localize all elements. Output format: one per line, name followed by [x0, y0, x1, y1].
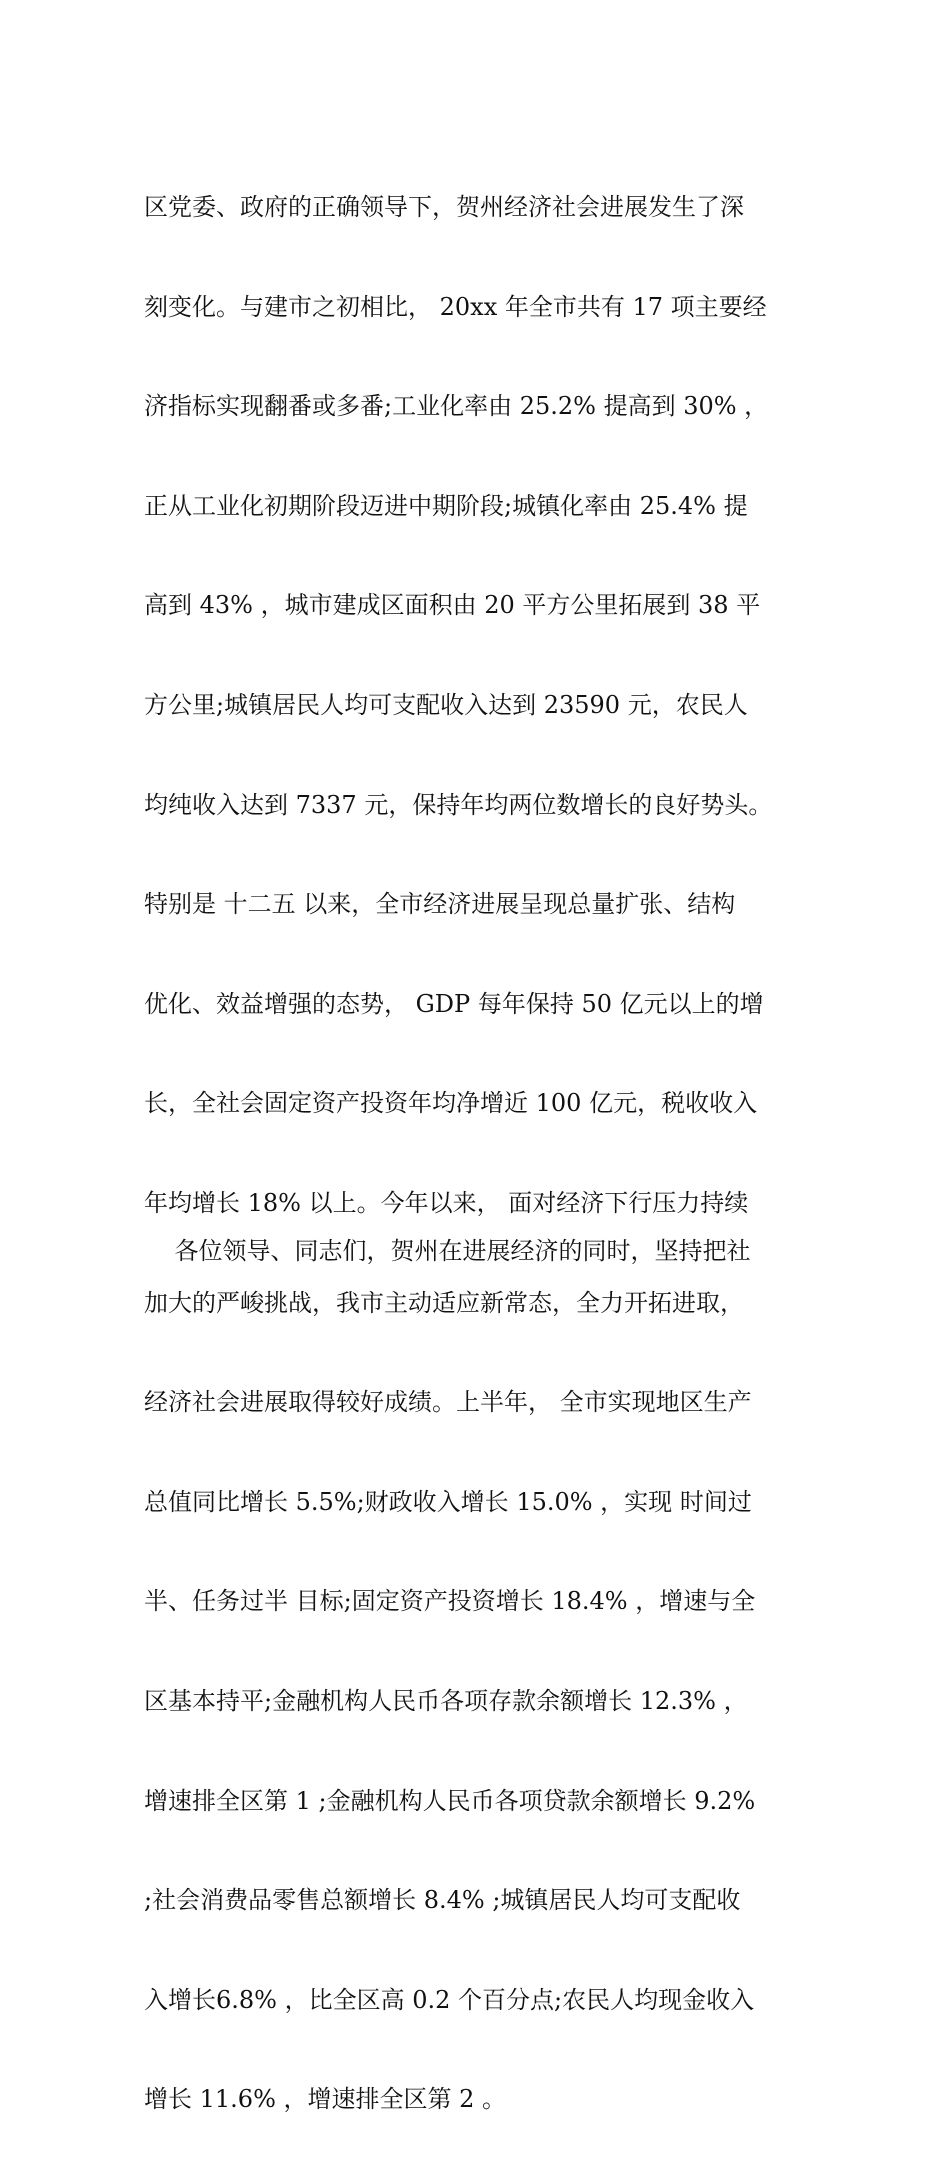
text-line: 区党委、政府的正确领导下，贺州经济社会进展发生了深 [144, 193, 744, 221]
body-paragraph [144, 1174, 824, 1330]
text-line: 刻变化。与建市之初相比， 20xx 年全市共有 17 项主要经 [144, 292, 767, 321]
text-line: 年均增长 18% 以上。今年以来， 面对经济下行压力持续 [144, 1188, 749, 1217]
text-line: ;社会消费品零售总额增长 8.4% ;城镇居民人均可支配收 [144, 1886, 741, 1915]
text-line: 特别是 十二五 以来，全市经济进展呈现总量扩张、结构 [144, 890, 736, 919]
text-line: 优化、效益增强的态势， GDP 每年保持 50 亿元以上的增 [144, 989, 764, 1018]
text-line: 高到 43% ，城市建成区面积由 20 平方公里拓展到 38 平 [144, 591, 761, 620]
text-line: 济指标实现翻番或多番;工业化率由 25.2% 提高到 30% ， [144, 392, 769, 421]
text-line: 长，全社会固定资产投资年均净增近 100 亿元，税收收入 [144, 1089, 758, 1118]
text-line: 均纯收入达到 7337 元，保持年均两位数增长的良好势头。 [144, 790, 773, 819]
text-line: 半、任务过半 目标;固定资产投资增长 18.4% ，增速与全 [144, 1587, 756, 1616]
text-line: 经济社会进展取得较好成绩。上半年， 全市实现地区生产 [144, 1388, 752, 1417]
text-line: 增长 11.6% ，增速排全区第 2 。 [144, 2085, 507, 2114]
text-line: 入增长6.8% ，比全区高 0.2 个百分点;农民人均现金收入 [144, 1985, 755, 2014]
text-line: 增速排全区第 1 ;金融机构人民币各项贷款余额增长 9.2% [144, 1786, 756, 1815]
text-line: 方公里;城镇居民人均可支配收入达到 23590 元，农民人 [144, 690, 748, 719]
text-line: 区基本持平;金融机构人民币各项存款余额增长 12.3% ， [144, 1686, 748, 1715]
body-paragraph [144, 130, 824, 2178]
text-line: 总值同比增长 5.5%;财政收入增长 15.0% ，实现 时间过 [144, 1487, 752, 1516]
text-line: 加大的严峻挑战，我市主动适应新常态，全力开拓进取， [144, 1288, 744, 1317]
text-line: 各位领导、同志们，贺州在进展经济的同时，坚持把社 [144, 1237, 751, 1265]
text-line: 正从工业化初期阶段迈进中期阶段;城镇化率由 25.4% 提 [144, 491, 748, 520]
